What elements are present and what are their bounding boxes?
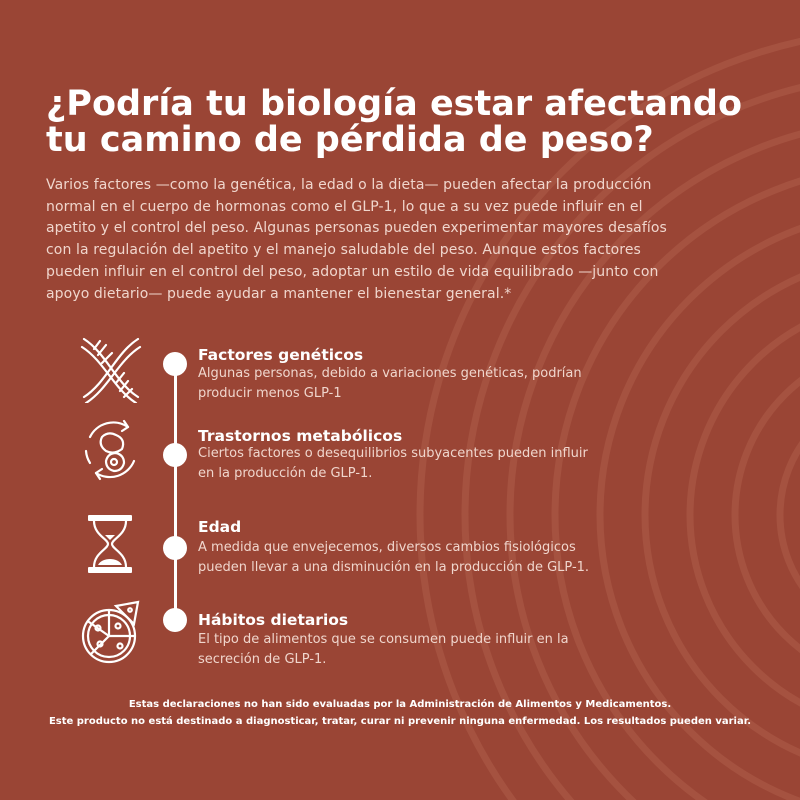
factor-title: Edad	[198, 518, 242, 536]
dna-helix-icon	[76, 333, 146, 403]
desc-line: pueden llevar a una disminución en la producción de GLP-1.	[198, 560, 590, 575]
intro-paragraph	[46, 175, 746, 305]
metabolic-cycle-icon	[76, 415, 146, 485]
desc-line: producir menos GLP-1	[198, 386, 342, 401]
pizza-icon	[76, 598, 146, 668]
intro-line: normal en el cuerpo de hormonas como el GLP-1, lo que a su vez puede influir en el	[46, 198, 643, 215]
timeline-dot	[163, 608, 187, 632]
intro-line: apoyo dietario— puede ayudar a mantener el bienestar general.*	[46, 285, 512, 302]
factor-description	[198, 538, 589, 578]
intro-line: con la regulación del apetito y el manejo saludable del peso. Aunque estos factores	[46, 242, 641, 259]
desc-line: en la producción de GLP-1.	[198, 466, 373, 481]
factor-title: Factores genéticos	[198, 346, 364, 364]
desc-line: Algunas personas, debido a variaciones genéticas, podrían	[198, 366, 582, 381]
desc-line: secreción de GLP-1.	[198, 652, 327, 667]
factor-title: Trastornos metabólicos	[198, 427, 403, 445]
page-title	[46, 86, 766, 158]
factor-description	[198, 444, 588, 484]
disclaimer-line-1: Estas declaraciones no han sido evaluadas por la Administración de Alimentos y Medicamentos.	[128, 699, 672, 710]
title-line-2: tu camino de pérdida de peso?	[46, 120, 654, 160]
hourglass-icon	[76, 509, 146, 579]
timeline-dot	[163, 352, 187, 376]
intro-line: apetito y el control del peso. Algunas personas pueden experimentar mayores desafíos	[46, 220, 667, 237]
disclaimer-line-2: Este producto no está destinado a diagnosticar, tratar, curar ni prevenir ninguna enfermedad. Los resultados pueden variar.	[48, 716, 752, 727]
desc-line: Ciertos factores o desequilibrios subyacentes pueden influir	[198, 446, 588, 461]
intro-line: pueden influir en el control del peso, adoptar un estilo de vida equilibrado —junto con	[46, 263, 659, 280]
timeline-dot	[163, 443, 187, 467]
intro-line: Varios factores —como la genética, la edad o la dieta— pueden afectar la producción	[46, 177, 652, 193]
timeline-dot	[163, 536, 187, 560]
timeline-line	[174, 364, 177, 620]
title-line-1: ¿Podría tu biología estar afectando	[46, 84, 743, 124]
factor-description	[198, 630, 569, 670]
desc-line: A medida que envejecemos, diversos cambios fisiológicos	[198, 540, 576, 555]
desc-line: El tipo de alimentos que se consumen puede influir en la	[198, 632, 569, 647]
factor-title: Hábitos dietarios	[198, 611, 349, 629]
factor-description	[198, 364, 582, 404]
